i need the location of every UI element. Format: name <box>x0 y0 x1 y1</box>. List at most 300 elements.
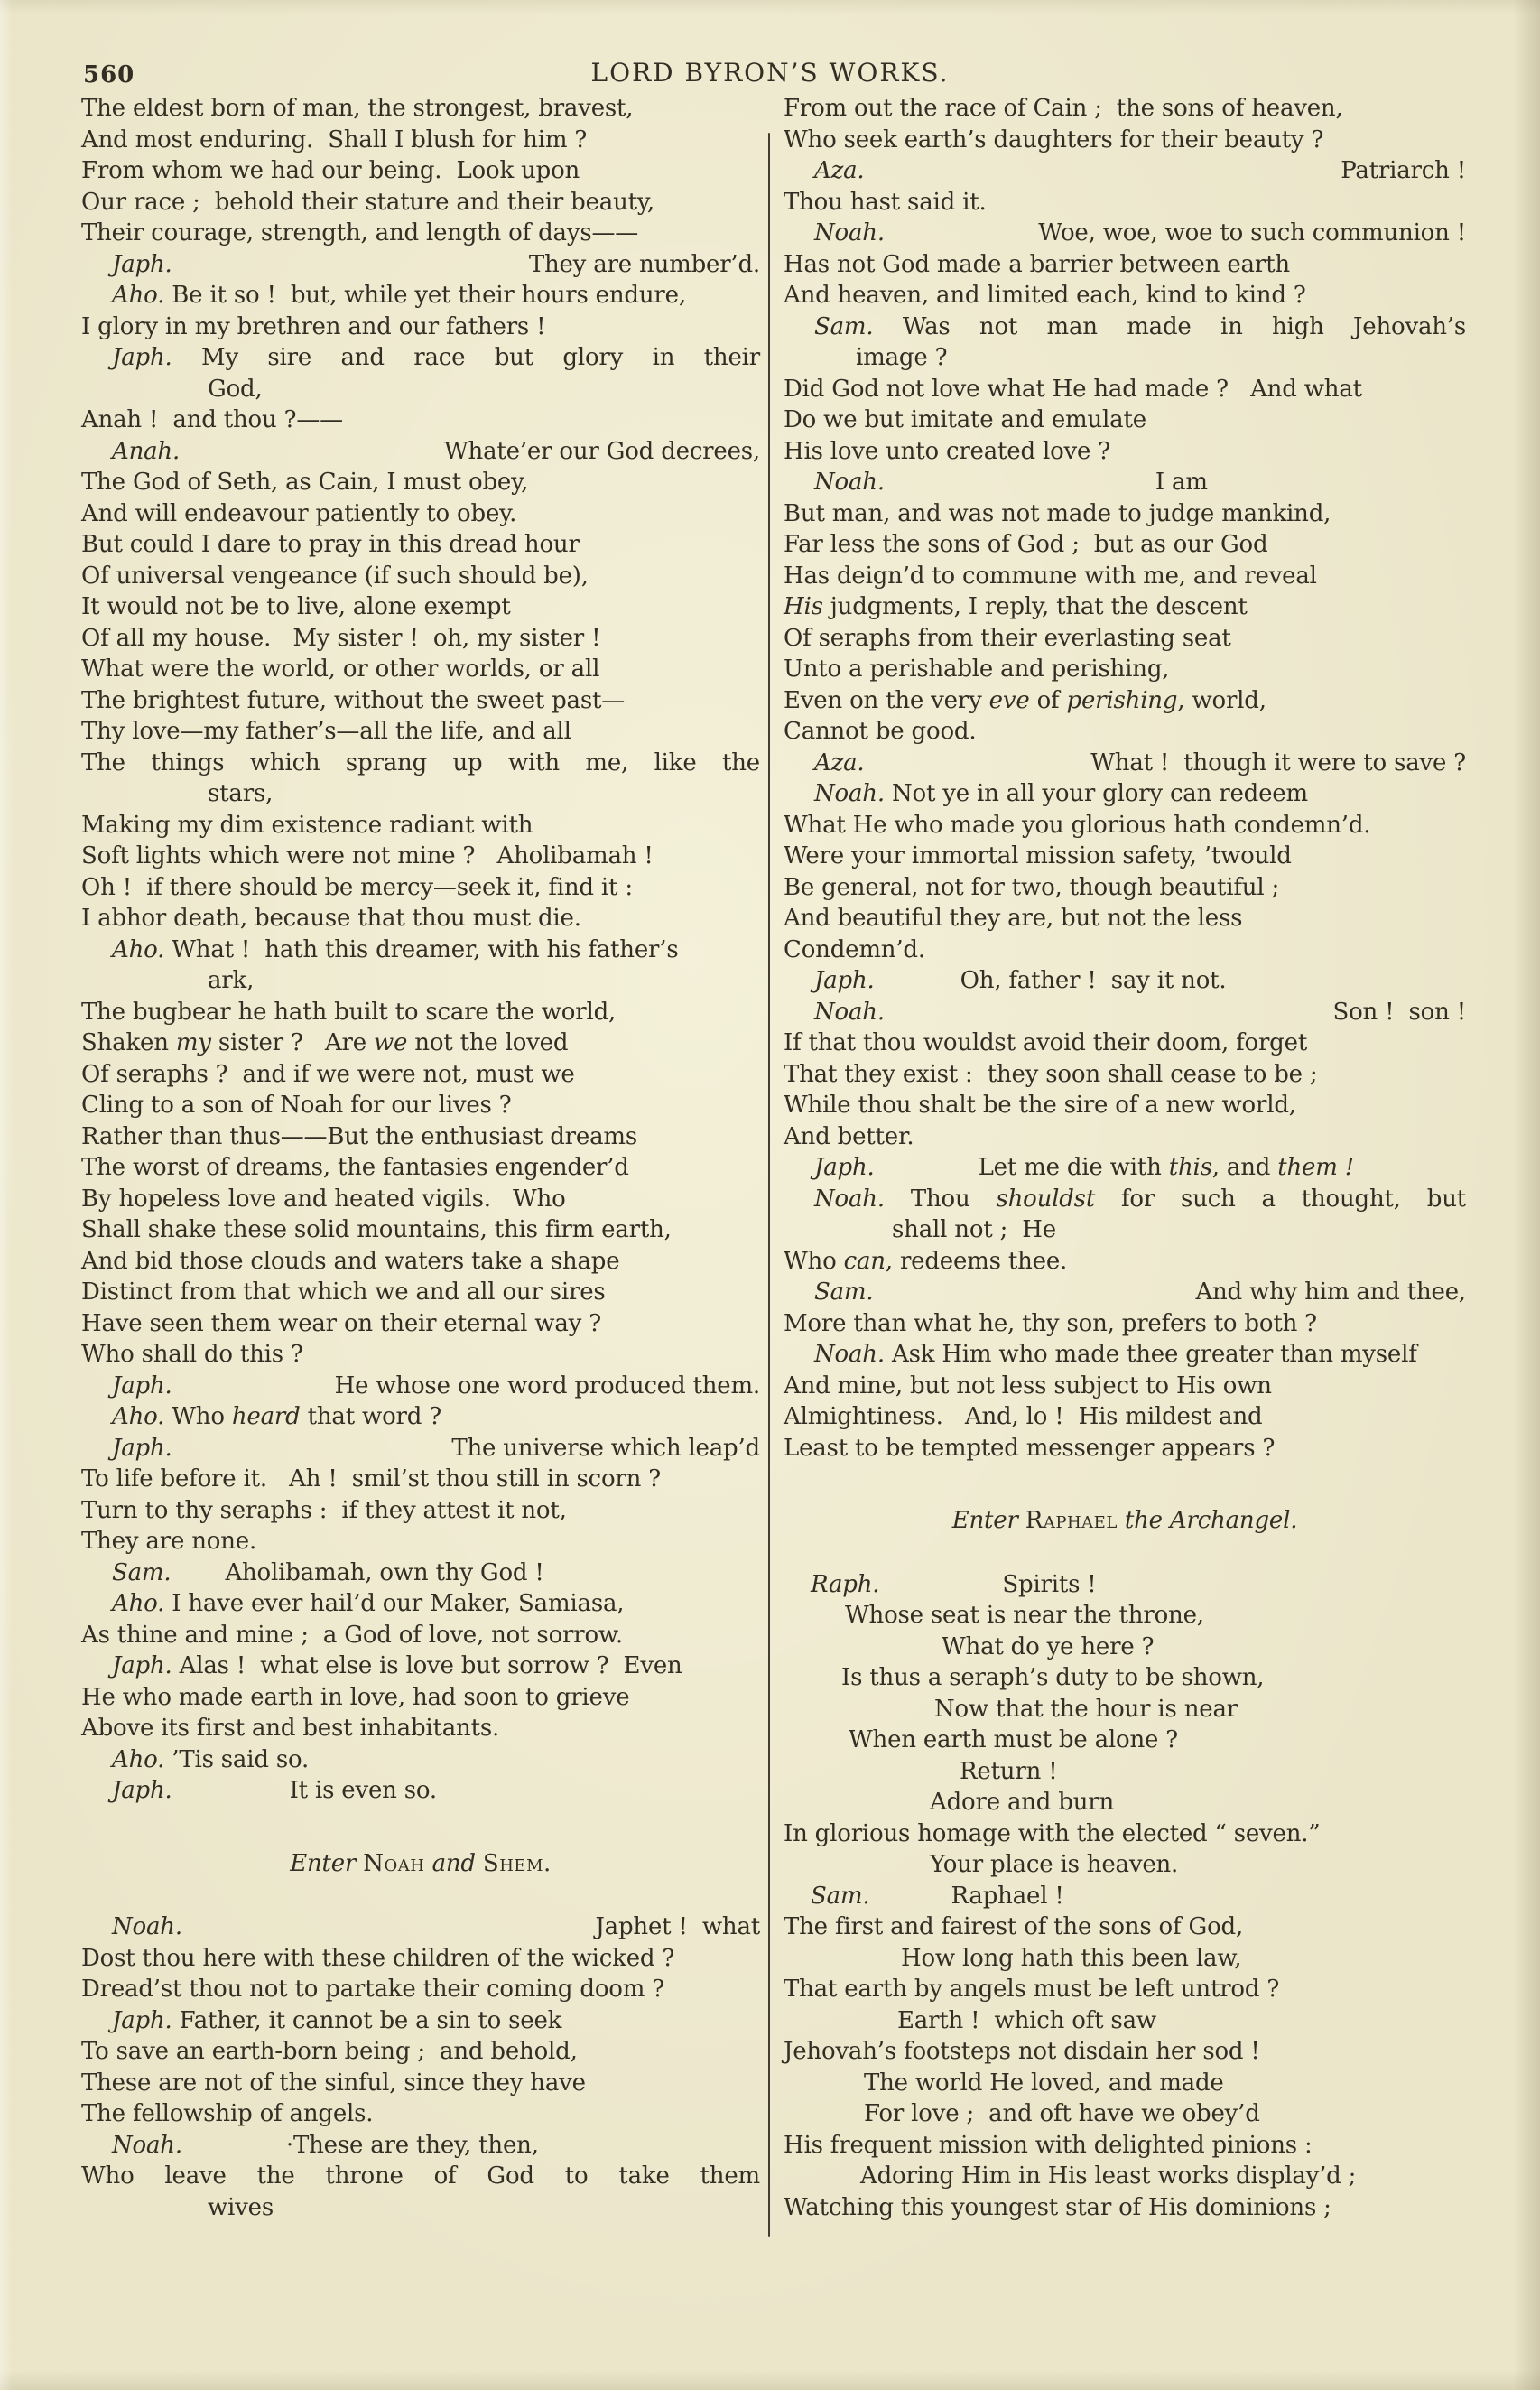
text-segment: Almightiness. And, lo ! His mildest and <box>784 1403 1263 1430</box>
verse-line <box>784 1756 1466 1788</box>
verse-line <box>784 561 1466 592</box>
text-segment: My sire and race but glory in their <box>172 344 760 371</box>
text-segment: The things which sprang up with me, like the <box>81 749 760 777</box>
text-segment: Japh. <box>112 1652 172 1679</box>
verse-line <box>784 1090 1466 1121</box>
verse-line <box>81 2161 760 2192</box>
verse-line <box>784 997 1466 1028</box>
verse-line <box>81 997 760 1028</box>
verse-line <box>81 2192 760 2224</box>
text-segment: Dread’st thou not to partake their coming doom ? <box>81 1976 665 2003</box>
text-segment: I glory in my brethren and our fathers ! <box>81 312 546 340</box>
text-segment: While thou shalt be the sire of a new world, <box>784 1092 1296 1119</box>
text-segment: Who shall do this ? <box>81 1341 303 1368</box>
text-segment: my <box>175 1029 211 1056</box>
text-segment: sister ? Are <box>210 1029 374 1056</box>
verse-line <box>81 903 760 935</box>
text-segment: Cling to a son of Noah for our lives ? <box>81 1092 512 1119</box>
text-segment: Not ye in all your glory can redeem <box>884 780 1308 807</box>
verse-line <box>81 280 760 312</box>
text-segment: stars, <box>208 780 274 807</box>
text-segment: Noah. <box>814 780 885 807</box>
verse-line <box>784 716 1466 748</box>
text-segment: heard <box>231 1403 301 1430</box>
text-segment: Above its first and best inhabitants. <box>81 1715 500 1742</box>
text-segment: Your place is heaven. <box>930 1851 1179 1878</box>
text-segment: His <box>784 593 823 620</box>
text-segment: When earth must be alone ? <box>849 1726 1178 1753</box>
verse-line <box>81 249 760 281</box>
text-segment: and <box>424 1849 483 1877</box>
text-segment: Japh. <box>112 344 172 371</box>
verse-line <box>81 810 760 842</box>
text-segment: Least to be tempted messenger appears ? <box>784 1434 1276 1462</box>
verse-line <box>784 623 1466 655</box>
text-segment: Aho. <box>112 1590 165 1617</box>
verse-line <box>81 1059 760 1091</box>
verse-line <box>784 374 1466 405</box>
verse-line <box>784 1569 1466 1601</box>
verse-line <box>81 405 760 436</box>
verse-line <box>784 1694 1466 1725</box>
text-segment: But could I dare to pray in this dread hour <box>81 531 580 558</box>
verse-line <box>81 1744 760 1776</box>
text-segment: The brightest future, without the sweet past— <box>81 686 626 714</box>
verse-line <box>784 1401 1466 1433</box>
verse-line <box>81 841 760 872</box>
text-segment: Now that the hour is near <box>934 1695 1238 1723</box>
text-segment: Son ! son ! <box>1332 998 1466 1026</box>
verse-line <box>81 623 760 655</box>
text-segment: Oh, father ! say it not. <box>960 967 1227 994</box>
verse-line <box>784 1028 1466 1059</box>
text-segment: Raphael ! <box>951 1882 1064 1910</box>
text-segment: Anah. <box>112 437 181 465</box>
text-segment: Thou <box>884 1185 997 1213</box>
verse-line-tail <box>1195 1277 1466 1308</box>
text-segment: These are not of the sinful, since they have <box>81 2069 586 2097</box>
verse-line <box>784 2068 1466 2099</box>
text-segment: Do we but imitate and emulate <box>784 406 1146 433</box>
text-segment: ’Tis said so. <box>164 1745 310 1773</box>
verse-line <box>81 716 760 748</box>
text-segment: From out the race of Cain ; the sons of heaven, <box>784 95 1343 122</box>
text-segment: He who made earth in love, had soon to grieve <box>81 1683 630 1711</box>
text-segment: Have seen them wear on their eternal way ? <box>81 1309 601 1337</box>
text-segment: I am <box>1155 469 1208 496</box>
verse-line <box>81 312 760 343</box>
text-segment: shall not ; He <box>892 1216 1056 1243</box>
verse-line <box>784 342 1466 374</box>
text-segment: Sam. <box>112 1558 172 1586</box>
verse-line <box>81 1121 760 1153</box>
verse-line <box>81 1152 760 1184</box>
text-segment: Distinct from that which we and all our sires <box>81 1279 606 1306</box>
verse-line <box>784 1184 1466 1215</box>
text-segment: Noah. <box>814 469 885 496</box>
verse-line <box>784 1600 1466 1632</box>
text-segment: Of seraphs from their everlasting seat <box>784 624 1231 652</box>
column-left <box>81 93 760 2223</box>
text-segment: They are number’d. <box>528 250 760 278</box>
verse-line <box>784 436 1466 468</box>
text-segment: And most enduring. Shall I blush for him ? <box>81 126 588 153</box>
text-segment: Japh. <box>112 1777 172 1804</box>
text-segment: How long hath this been law, <box>901 1944 1242 1972</box>
text-segment: Who seek earth’s daughters for their beauty ? <box>784 126 1324 153</box>
text-segment: By hopeless love and heated vigils. Who <box>81 1185 566 1213</box>
verse-line <box>784 1059 1466 1091</box>
verse-line <box>81 1028 760 1059</box>
text-segment: Sam. <box>811 1882 870 1910</box>
text-segment: ark, <box>208 967 255 994</box>
text-segment: And heaven, and limited each, kind to kind ? <box>784 282 1306 309</box>
text-segment: Be general, not for two, though beautiful ; <box>784 873 1280 901</box>
verse-line <box>81 2098 760 2130</box>
text-segment: What He who made you glorious hath condemn’d. <box>784 811 1371 839</box>
verse-line <box>81 1495 760 1527</box>
verse-line <box>81 2005 760 2037</box>
verse-line <box>784 654 1466 685</box>
verse-line <box>784 467 1466 498</box>
text-segment: Who <box>164 1403 232 1430</box>
verse-line <box>784 1881 1466 1912</box>
text-segment: To save an earth-born being ; and behold, <box>81 2038 578 2065</box>
verse-line <box>81 1682 760 1714</box>
text-segment: Whate’er our God decrees, <box>444 437 760 465</box>
text-segment: Aho. <box>112 1403 165 1430</box>
verse-line <box>81 1277 760 1308</box>
text-segment: Earth ! which oft saw <box>897 2006 1156 2034</box>
text-segment: Japhet ! what <box>595 1913 760 1940</box>
text-segment: They are none. <box>81 1528 257 1555</box>
verse-line <box>81 529 760 561</box>
verse-line-tail <box>595 1911 760 1943</box>
verse-line <box>784 1152 1466 1184</box>
text-segment: In glorious homage with the elected “ seven.” <box>784 1819 1321 1847</box>
verse-line <box>784 1911 1466 1943</box>
verse-line <box>784 748 1466 779</box>
text-segment: Of all my house. My sister ! oh, my sister ! <box>81 624 601 652</box>
verse-line <box>81 125 760 156</box>
verse-line <box>784 498 1466 530</box>
verse-line <box>784 2098 1466 2130</box>
text-segment: What do ye here ? <box>942 1632 1155 1660</box>
text-segment: The fellowship of angels. <box>81 2100 374 2127</box>
verse-line <box>784 778 1466 810</box>
text-segment: , world, <box>1177 686 1266 714</box>
text-segment: Cannot be good. <box>784 718 977 745</box>
verse-line <box>81 2068 760 2099</box>
text-segment: Thou hast said it. <box>784 188 987 216</box>
text-segment: Noah <box>363 1849 425 1877</box>
verse-line <box>81 1943 760 1975</box>
text-segment: judgments, I reply, that the descent <box>822 593 1248 620</box>
text-segment: Our race ; behold their stature and their beauty, <box>81 188 654 216</box>
verse-line <box>81 1090 760 1121</box>
verse-line-tail <box>444 436 760 468</box>
page-number: 560 <box>83 61 135 88</box>
verse-line <box>81 654 760 685</box>
verse-line-tail <box>1332 997 1466 1028</box>
text-segment: And will endeavour patiently to obey. <box>81 499 517 527</box>
verse-line <box>81 93 760 125</box>
text-segment: And better. <box>784 1122 914 1150</box>
stage-direction <box>784 1505 1466 1537</box>
text-segment: But man, and was not made to judge mankind, <box>784 499 1331 527</box>
verse-line <box>81 591 760 623</box>
text-segment: The world He loved, and made <box>864 2069 1224 2097</box>
text-segment: His frequent mission with delighted pinions : <box>784 2131 1313 2159</box>
text-segment: ·These are they, then, <box>285 2131 539 2159</box>
verse-line <box>81 1974 760 2005</box>
verse-line-tail <box>1038 218 1466 249</box>
text-segment: The worst of dreams, the fantasies engender’d <box>81 1154 629 1181</box>
text-segment: The universe which leap’d <box>451 1434 760 1462</box>
verse-line <box>81 1588 760 1620</box>
verse-gap <box>879 1591 1002 1592</box>
text-segment: That earth by angels must be left untrod ? <box>784 1976 1280 2003</box>
text-segment: Japh. <box>112 1434 172 1462</box>
text-segment: shouldst <box>996 1185 1096 1213</box>
text-segment: Dost thou here with these children of the wicked ? <box>81 1944 675 1972</box>
text-segment: Were your immortal mission safety, ’twould <box>784 842 1292 870</box>
verse-line <box>784 312 1466 343</box>
verse-line <box>784 405 1466 436</box>
verse-line <box>81 374 760 405</box>
text-segment: And mine, but not less subject to His own <box>784 1372 1272 1400</box>
verse-line <box>81 1651 760 1682</box>
text-segment: Their courage, strength, and length of days—— <box>81 219 639 246</box>
verse-line <box>81 467 760 498</box>
verse-line <box>784 1849 1466 1881</box>
text-segment: Shem. <box>482 1849 552 1877</box>
text-segment: If that thou wouldst avoid their doom, forget <box>784 1029 1308 1056</box>
text-segment: What ! hath this dreamer, with his father’s <box>164 935 679 963</box>
text-segment: Noah. <box>112 1913 182 1940</box>
verse-line <box>784 1308 1466 1340</box>
text-segment: of <box>1029 686 1067 714</box>
text-segment: Sam. <box>814 312 874 340</box>
verse-line <box>784 1371 1466 1402</box>
verse-line <box>784 685 1466 717</box>
text-segment: Noah. <box>814 219 885 246</box>
verse-line <box>81 2036 760 2068</box>
verse-line <box>81 965 760 997</box>
text-segment: The eldest born of man, the strongest, bravest, <box>81 95 634 122</box>
verse-line <box>784 1433 1466 1465</box>
verse-line <box>784 1943 1466 1975</box>
verse-line <box>81 1214 760 1246</box>
text-segment: we <box>373 1029 408 1056</box>
text-segment: Has deign’d to commune with me, and reveal <box>784 562 1317 590</box>
verse-line <box>81 1184 760 1215</box>
column-right <box>784 93 1466 2223</box>
verse-line <box>784 218 1466 249</box>
text-segment: Of seraphs ? and if we were not, must we <box>81 1060 575 1088</box>
text-segment: can <box>843 1247 886 1275</box>
text-segment: Condemn’d. <box>784 935 925 963</box>
text-segment: And why him and thee, <box>1195 1279 1466 1306</box>
verse-line <box>81 342 760 374</box>
text-segment: Japh. <box>814 967 875 994</box>
text-segment: For love ; and oft have we obey’d <box>864 2100 1260 2127</box>
text-segment: God, <box>208 375 263 403</box>
column-divider <box>768 133 770 2237</box>
text-segment: What ! though it were to save ? <box>1090 749 1466 777</box>
verse-gap <box>875 1174 979 1175</box>
verse-line <box>784 1974 1466 2005</box>
text-segment: Soft lights which were not mine ? Aholibamah ! <box>81 842 654 870</box>
text-segment: That they exist : they soon shall cease to be ; <box>784 1060 1318 1088</box>
verse-line <box>81 1526 760 1558</box>
text-segment: Aho. <box>112 282 165 309</box>
verse-line <box>784 1121 1466 1153</box>
text-segment: Raph. <box>811 1570 880 1598</box>
text-segment: Return ! <box>960 1757 1058 1785</box>
text-segment: Jehovah’s footsteps not disdain her sod ! <box>784 2038 1260 2065</box>
verse-line <box>784 93 1466 125</box>
text-segment: Aza. <box>814 157 865 184</box>
text-segment: Has not God made a barrier between earth <box>784 250 1290 278</box>
text-segment: As thine and mine ; a God of love, not sorrow. <box>81 1621 623 1649</box>
verse-line-tail <box>1090 748 1466 779</box>
verse-line <box>784 1725 1466 1756</box>
text-segment: Enter <box>951 1507 1025 1534</box>
text-segment: And bid those clouds and waters take a shape <box>81 1247 620 1275</box>
text-segment: The God of Seth, as Cain, I must obey, <box>81 469 529 496</box>
verse-line <box>784 2005 1466 2037</box>
text-segment: Japh. <box>814 1154 875 1181</box>
verse-gap <box>172 1797 290 1798</box>
text-segment: I abhor death, because that thou must die. <box>81 905 581 932</box>
verse-line <box>81 155 760 187</box>
verse-line <box>81 561 760 592</box>
text-segment: Aza. <box>814 749 865 777</box>
verse-line <box>81 1775 760 1807</box>
verse-line-tail <box>1341 155 1466 187</box>
verse-line <box>784 2130 1466 2162</box>
text-segment: Aho. <box>112 1745 165 1773</box>
verse-line <box>784 529 1466 561</box>
text-segment: Unto a perishable and perishing, <box>784 656 1170 683</box>
verse-line <box>81 2130 760 2162</box>
verse-line-tail <box>335 1371 760 1402</box>
text-segment: , redeems thee. <box>885 1247 1068 1275</box>
verse-line <box>81 1339 760 1371</box>
verse-line <box>81 1911 760 1943</box>
verse-line <box>81 1713 760 1744</box>
text-segment: Noah. <box>814 1185 885 1213</box>
text-segment: Anah ! and thou ?—— <box>81 406 343 433</box>
verse-line <box>784 1662 1466 1694</box>
text-segment: perishing <box>1066 686 1178 714</box>
text-segment: Aholibamah, own thy God ! <box>225 1558 544 1586</box>
text-segment: Raphael <box>1025 1507 1118 1534</box>
verse-line <box>81 1464 760 1495</box>
text-segment: Who <box>784 1247 844 1275</box>
text-segment: Sam. <box>814 1279 874 1306</box>
verse-line <box>784 965 1466 997</box>
text-segment: Making my dim existence radiant with <box>81 811 533 839</box>
text-segment: Aho. <box>112 935 165 963</box>
verse-gap <box>875 987 960 988</box>
text-segment: Enter <box>290 1849 364 1877</box>
verse-line <box>81 218 760 249</box>
verse-line <box>81 748 760 779</box>
text-segment: that word ? <box>300 1403 442 1430</box>
text-segment: Watching this youngest star of His dominions ; <box>784 2193 1331 2221</box>
text-segment: Turn to thy seraphs : if they attest it not, <box>81 1496 567 1524</box>
text-segment: Whose seat is near the throne, <box>845 1602 1204 1629</box>
text-segment: I have ever hail’d our Maker, Samiasa, <box>164 1590 625 1617</box>
text-segment: eve <box>988 686 1030 714</box>
verse-line-tail <box>529 249 760 281</box>
text-segment: Shall shake these solid mountains, this firm earth, <box>81 1216 672 1243</box>
text-segment: Father, it cannot be a sin to seek <box>172 2006 562 2034</box>
text-segment: Adoring Him in His least works display’d ; <box>860 2162 1357 2190</box>
verse-line <box>784 591 1466 623</box>
verse-gap <box>182 2152 286 2153</box>
verse-line <box>784 249 1466 281</box>
verse-line <box>81 685 760 717</box>
verse-line <box>81 436 760 468</box>
text-segment: Oh ! if there should be mercy—seek it, find it : <box>81 873 633 901</box>
text-segment: And beautiful they are, but not the less <box>784 905 1243 932</box>
text-segment: Noah. <box>112 2131 182 2159</box>
verse-line <box>784 935 1466 966</box>
verse-line <box>81 935 760 966</box>
text-segment: Did God not love what He had made ? And what <box>784 375 1362 403</box>
verse-line <box>81 1246 760 1278</box>
verse-line <box>784 1214 1466 1246</box>
text-segment: Spirits ! <box>1002 1570 1097 1598</box>
text-segment: It would not be to live, alone exempt <box>81 593 511 620</box>
verse-line <box>784 903 1466 935</box>
text-segment: wives <box>208 2193 274 2221</box>
verse-line <box>784 841 1466 872</box>
verse-line <box>81 1308 760 1340</box>
verse-line <box>81 778 760 810</box>
text-segment: them ! <box>1277 1154 1354 1181</box>
verse-gap <box>885 488 1155 489</box>
text-segment: Alas ! what else is love but sorrow ? Even <box>172 1652 682 1679</box>
text-segment: The first and fairest of the sons of God, <box>784 1913 1244 1940</box>
verse-line <box>81 498 760 530</box>
text-segment: this <box>1168 1154 1212 1181</box>
text-segment: Japh. <box>112 1372 172 1400</box>
text-segment: for such a thought, but <box>1095 1185 1466 1213</box>
verse-line <box>784 1246 1466 1278</box>
text-segment: Of universal vengeance (if such should be), <box>81 562 589 590</box>
stage-direction <box>81 1848 760 1880</box>
text-segment: The bugbear he hath built to scare the world, <box>81 998 617 1026</box>
verse-line <box>81 1371 760 1402</box>
verse-line <box>784 1277 1466 1308</box>
text-segment: the Archangel. <box>1117 1507 1298 1534</box>
verse-line <box>81 872 760 904</box>
verse-line <box>784 2036 1466 2068</box>
verse-line <box>784 810 1466 842</box>
verse-line <box>81 1620 760 1651</box>
text-segment: Far less the sons of God ; but as our God <box>784 531 1268 558</box>
text-segment: What were the world, or other worlds, or all <box>81 656 600 683</box>
verse-line <box>784 872 1466 904</box>
verse-line-tail <box>451 1433 760 1465</box>
text-segment: Patriarch ! <box>1341 157 1466 184</box>
verse-line <box>784 1339 1466 1371</box>
verse-line <box>784 2192 1466 2224</box>
